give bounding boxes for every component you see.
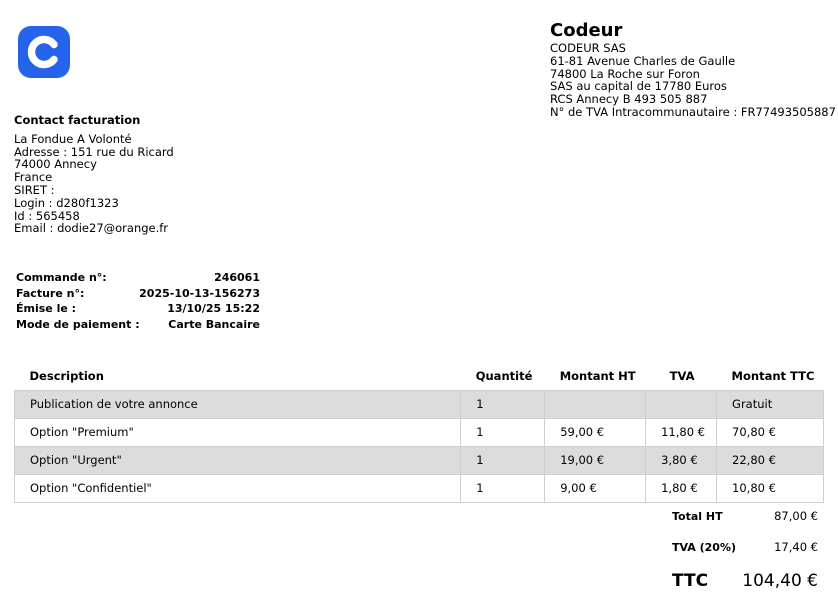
total-tva-label: TVA (20%) [672,540,736,554]
cell-quantity: 1 [461,446,545,474]
billing-contact [14,114,174,235]
table-header-row [15,362,824,390]
cell-ttc: 10,80 € [717,474,824,502]
cell-quantity: 1 [461,390,545,418]
contact-line: Id : 565458 [14,208,80,223]
col-header-description: Description [29,368,104,383]
cell-ht: 9,00 € [545,474,646,502]
table-row [15,474,824,502]
order-info-label: Mode de paiement : [16,317,140,331]
contact-line: Login : d280f1323 [14,195,119,210]
total-ttc-label: TTC [672,571,709,591]
c-letter-icon [18,26,70,78]
total-tva-value: 17,40 € [774,540,818,554]
total-ht-value: 87,00 € [774,509,818,523]
contact-line: La Fondue A Volonté [14,131,132,146]
contact-line: Adresse : 151 rue du Ricard [14,144,174,159]
cell-ht: 19,00 € [545,446,646,474]
cell-ht: 59,00 € [545,418,646,446]
cell-quantity: 1 [461,474,545,502]
order-info-label: Émise le : [16,302,77,316]
total-ht-label: Total HT [672,509,723,523]
billing-contact-title: Contact facturation [14,113,141,127]
totals-block [672,504,818,598]
table-row [15,446,824,474]
company-name: Codeur [550,20,623,41]
total-tva-row [672,532,818,562]
total-ttc-value: 104,40 € [742,571,818,591]
cell-description: Publication de votre annonce [15,390,461,418]
table-row [15,418,824,446]
company-line: CODEUR SAS [550,41,626,55]
contact-line: 74000 Annecy [14,157,97,172]
payment-method: Carte Bancaire [168,317,260,331]
cell-ttc: 22,80 € [717,446,824,474]
order-info-row [16,301,260,317]
order-info-row [16,317,260,333]
total-ht-row [672,504,818,528]
order-info-label: Commande n°: [16,271,107,284]
cell-ttc: Gratuit [717,390,824,418]
order-info-label: Facture n°: [16,286,85,300]
col-header-ttc: Montant TTC [731,368,815,383]
company-line: 61-81 Avenue Charles de Gaulle [550,53,736,68]
contact-line: SIRET : [14,182,55,197]
cell-quantity: 1 [461,418,545,446]
cell-tva: 11,80 € [646,418,717,446]
company-line: SAS au capital de 17780 Euros [550,79,727,94]
cell-tva [646,390,717,418]
company-line: RCS Annecy B 493 505 887 [550,92,708,107]
order-info-row [16,286,260,302]
contact-line: Email : dodie27@orange.fr [14,221,169,236]
company-block [550,20,836,119]
cell-ht [545,390,646,418]
cell-tva: 1,80 € [646,474,717,502]
table-row [15,390,824,418]
cell-ttc: 70,80 € [717,418,824,446]
cell-description: Option "Urgent" [15,446,461,474]
order-info-row [16,270,260,286]
order-info [16,270,260,332]
total-ttc-row [672,564,818,598]
company-line: N° de TVA Intracommunautaire : FR77493505887 [550,104,836,119]
cell-tva: 3,80 € [646,446,717,474]
issue-date: 13/10/25 15:22 [167,302,260,316]
col-header-quantity: Quantité [475,368,533,383]
company-line: 74800 La Roche sur Foron [550,66,700,81]
contact-line: France [14,170,53,185]
codeur-logo-icon [18,26,70,78]
invoice-number: 2025-10-13-156273 [139,286,260,300]
cell-description: Option "Confidentiel" [15,474,461,502]
cell-description: Option "Premium" [15,418,461,446]
col-header-tva: TVA [669,368,695,383]
invoice-items-table [14,362,824,503]
order-number: 246061 [214,271,260,284]
col-header-ht: Montant HT [559,368,636,383]
